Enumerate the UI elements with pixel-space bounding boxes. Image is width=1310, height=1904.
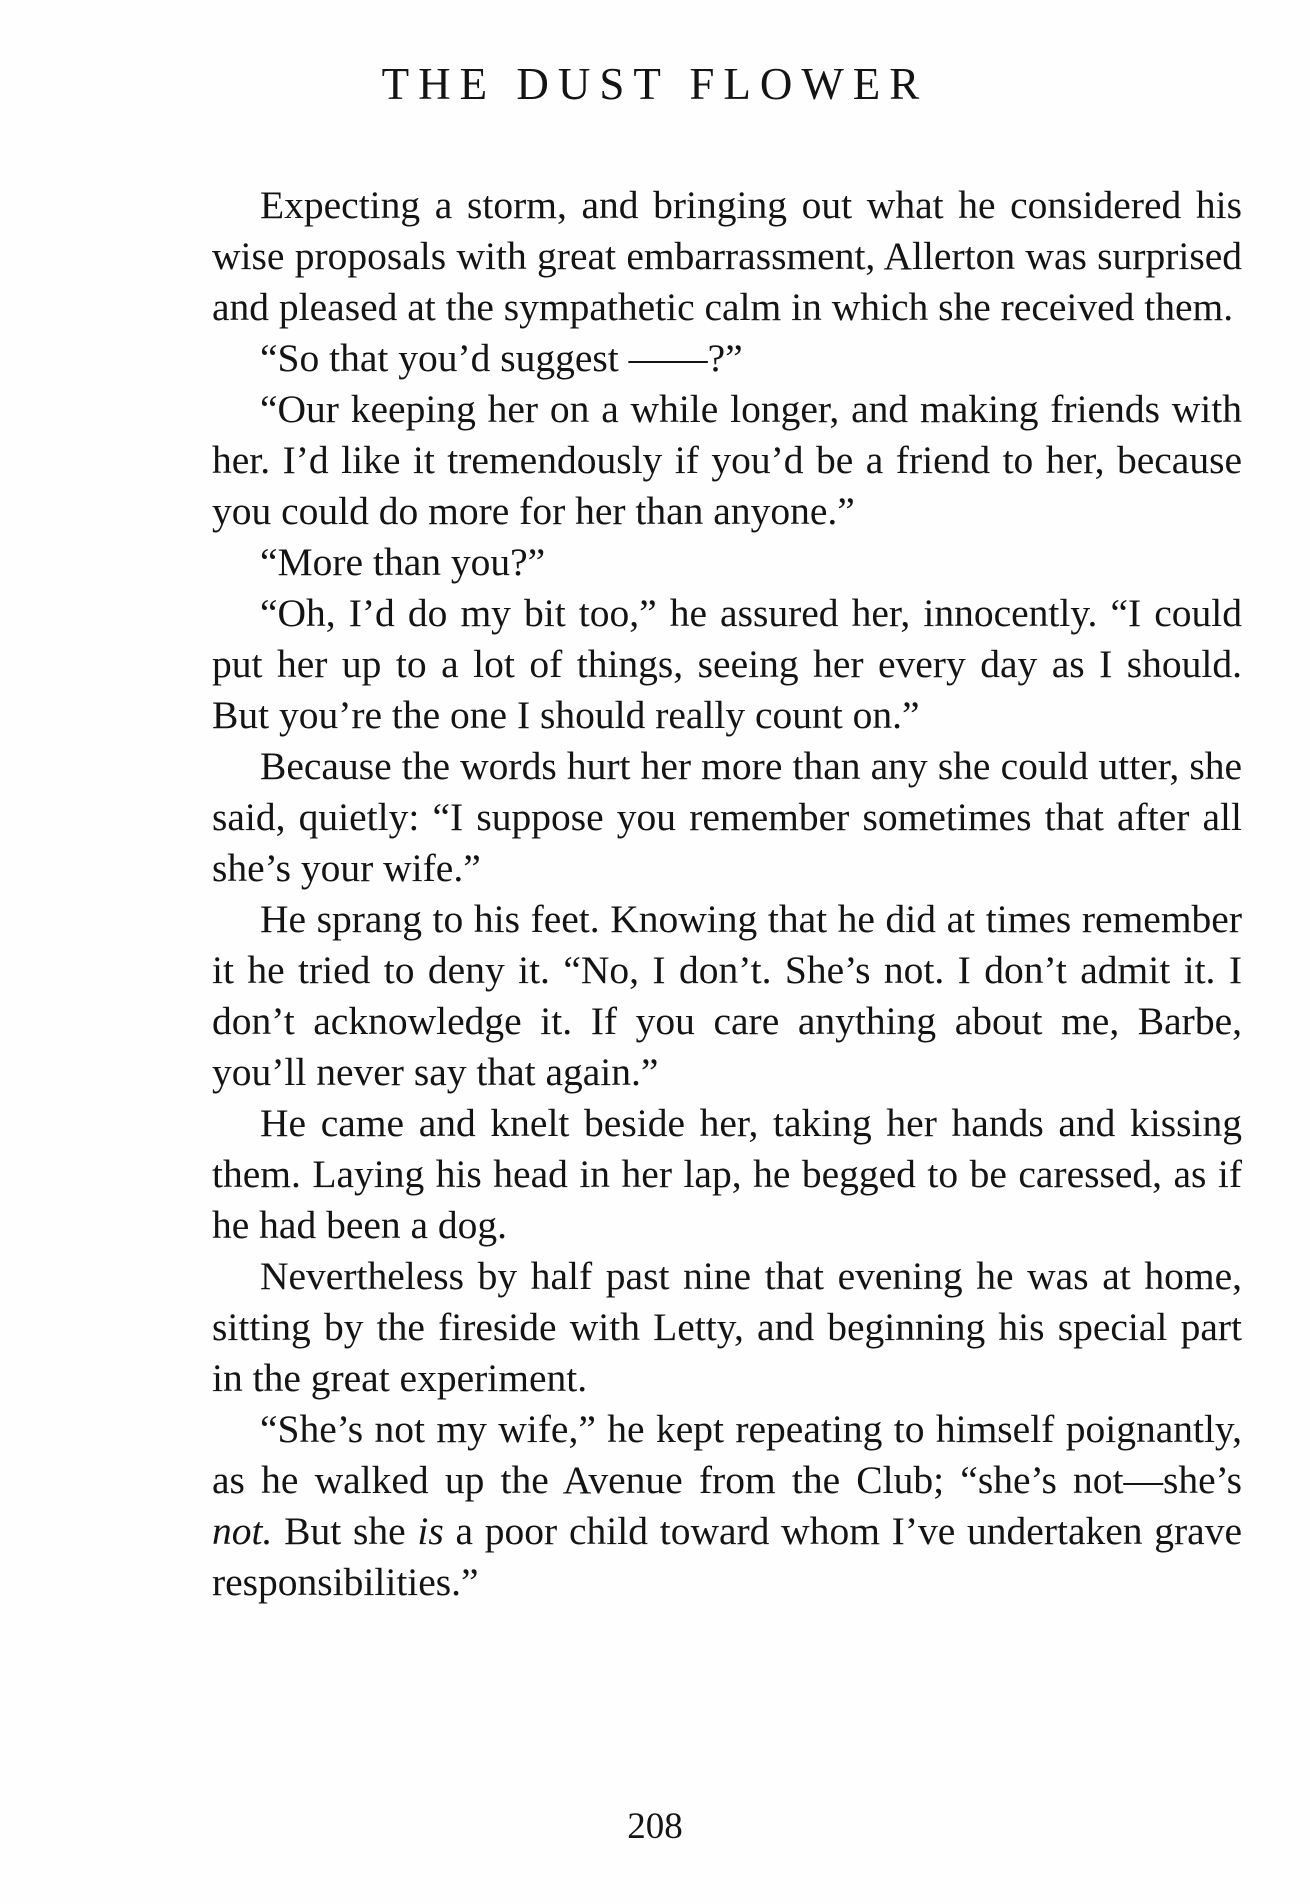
body-text <box>212 180 1242 1608</box>
paragraph-text: But she <box>272 1509 418 1553</box>
paragraph-text: a poor child toward whom I’ve undertaken grave responsibilities.” <box>212 1509 1242 1604</box>
paragraph: “So that you’d suggest ——?” <box>260 336 743 380</box>
running-head: THE DUST FLOWER <box>381 59 929 109</box>
paragraph: “Oh, I’d do my bit too,” he assured her, innocently. “I could put her up to a lot of things, seeing her every day as I should. But you’re the one I should really count on.” <box>212 591 1242 737</box>
emphasis-text: not. <box>212 1509 273 1553</box>
paragraph: Nevertheless by half past nine that evening he was at home, sitting by the fireside with Letty, and beginning his special part in the great experiment. <box>212 1254 1242 1400</box>
paragraph: “More than you?” <box>260 540 546 584</box>
page-number: 208 <box>627 1806 683 1847</box>
paragraph-text: “She’s not my wife,” he kept repeating to himself poignantly, as he walked up the Avenue from the Club; “she’s not—she’s <box>212 1407 1242 1502</box>
emphasis-text: is <box>417 1509 444 1553</box>
paragraph: “Our keeping her on a while longer, and making friends with her. I’d like it tremendously if you’d be a friend to her, because you could do more for her than anyone.” <box>212 387 1242 533</box>
paragraph: Because the words hurt her more than any she could utter, she said, quietly: “I suppose you remember sometimes that after all she’s your wife.” <box>212 744 1242 890</box>
paragraph <box>212 1404 1242 1608</box>
paragraph: He sprang to his feet. Knowing that he did at times remember it he tried to deny it. “No, I don’t. She’s not. I don’t admit it. I don’t acknowledge it. If you care anything about me, Barbe, you’ll never say that again.” <box>212 897 1242 1094</box>
paragraph: He came and knelt beside her, taking her hands and kissing them. Laying his head in her lap, he begged to be caressed, as if he had been a dog. <box>212 1101 1242 1247</box>
paragraph: Expecting a storm, and bringing out what he considered his wise proposals with great embarrassment, Allerton was surprised and pleased at the sympathetic calm in which she received them. <box>212 183 1242 329</box>
